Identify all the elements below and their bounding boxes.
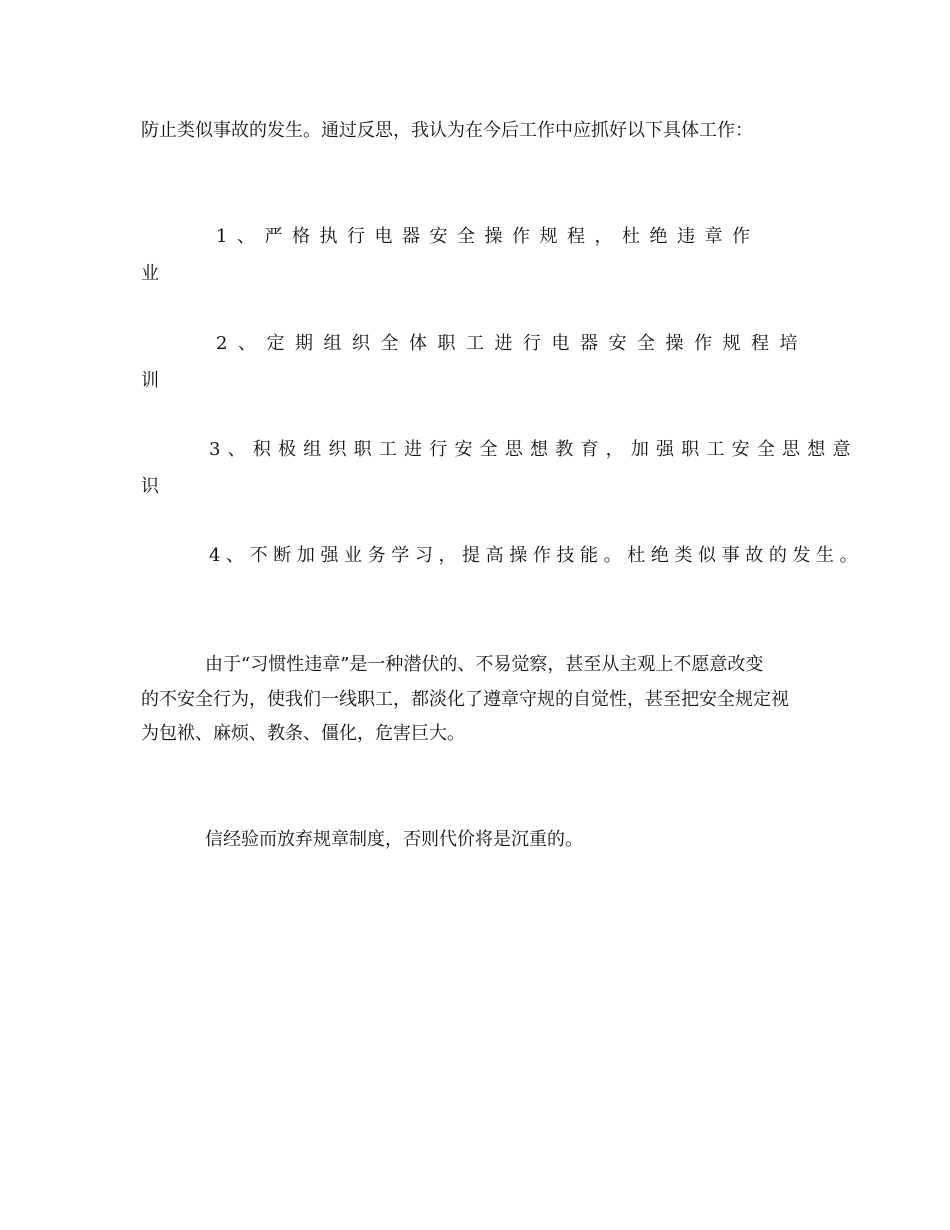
list-item-2-line1: 2、定期组织全体职工进行电器安全操作规程培	[216, 333, 808, 354]
paragraph-1-line3: 为包袱、麻烦、教条、僵化，危害巨大。	[141, 723, 465, 744]
list-item-2-line2: 训	[141, 370, 159, 391]
paragraph-2: 信经验而放弃规章制度，否则代价将是沉重的。	[205, 829, 583, 850]
list-item-1-line1: 1、严格执行电器安全操作规程，杜绝违章作	[216, 226, 760, 247]
list-item-3-line1: 3、积极组织职工进行安全思想教育，加强职工安全思想意	[209, 439, 858, 460]
list-item-4-line1: 4、不断加强业务学习，提高操作技能。杜绝类似事故的发生。	[209, 545, 864, 566]
paragraph-1-line2: 的不安全行为，使我们一线职工，都淡化了遵章守规的自觉性，甚至把安全规定视	[141, 689, 789, 710]
list-item-1-line2: 业	[141, 263, 159, 284]
intro-text: 防止类似事故的发生。通过反思，我认为在今后工作中应抓好以下具体工作：	[141, 120, 753, 141]
list-item-3-line2: 识	[141, 476, 159, 497]
paragraph-1-line1: 由于“习惯性违章”是一种潜伏的、不易觉察，甚至从主观上不愿意改变	[205, 654, 764, 675]
